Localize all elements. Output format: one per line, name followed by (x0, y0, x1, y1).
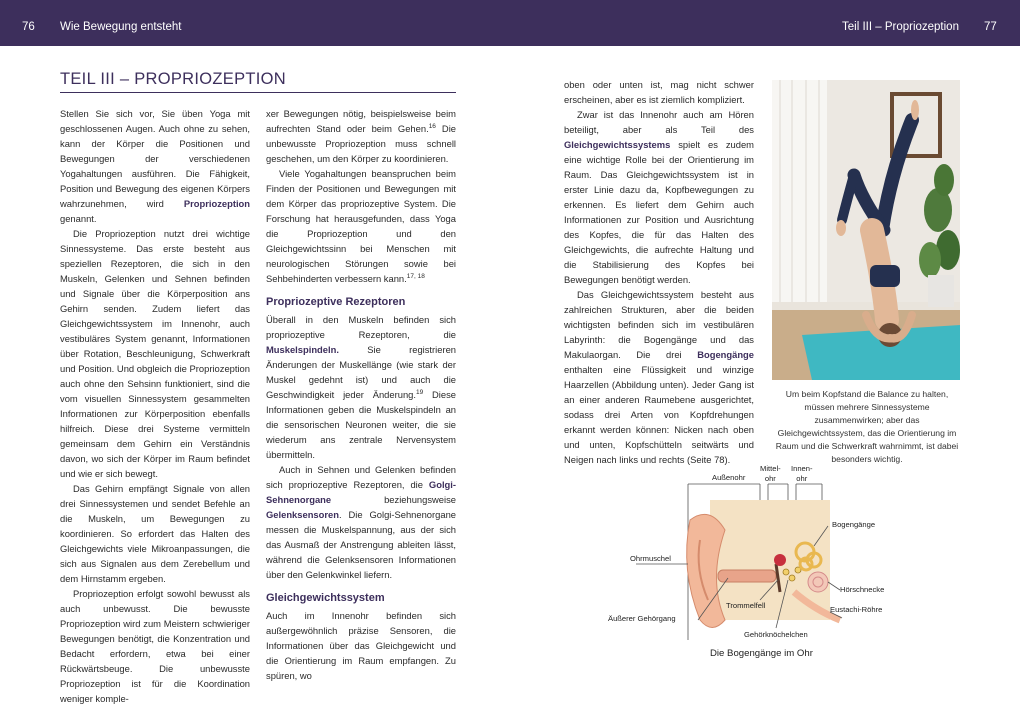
label-innenohr: Innen- ohr (791, 464, 813, 483)
label-trommelfell: Trommelfell (726, 601, 766, 610)
text: . Die Golgi-Sehnenorgane messen die Muskelspannung, aus der sich das Ausmaß der Anstrengung ableiten lässt, während die Gelenksensoren Informationen über den Gelenkwinkel liefern. (266, 509, 456, 580)
label-ohrmuschel: Ohrmuschel (630, 554, 671, 563)
left-running-title: Wie Bewegung entsteht (60, 21, 182, 33)
text: Zwar ist das Innenohr auch am Hören beteiligt, aber als Teil des (564, 109, 754, 135)
label-aussenohr: Außenohr (712, 473, 746, 482)
text: Diese Informationen geben die Muskelspindeln an die sensorischen Neuronen weiter, die sie wiederum ans zentrale Nervensystem übermitteln. (266, 389, 456, 460)
subheading-rezeptoren: Propriozeptive Rezeptoren (266, 296, 406, 308)
ear-diagram (600, 460, 900, 670)
text: enthalten eine Flüssigkeit und winzige Haarzellen (Abbildung unten). Jeder Gang ist an einer anderen Raumebene ausgerichtet, sodass drei Arten von Kopfdrehungen erkannt werden können: Nicken nach oben und unten, Kopfschütteln seitwärts und Neigen nach links und rechts (Seite 78). (564, 364, 754, 465)
text: Sie registrieren Änderungen der Muskellänge (wie stark der Muskel gedehnt ist) und auch die Geschwindigkeit jeder Änderung. (266, 344, 456, 400)
label-bogengaenge: Bogengänge (832, 520, 876, 529)
left-page-number: 76 (22, 21, 35, 33)
diagram-title: Die Bogengänge im Ohr (710, 648, 813, 659)
section-title: TEIL III – PROPRIOZEPTION (60, 70, 287, 88)
text: beziehungsweise (331, 494, 456, 505)
title-rule (60, 92, 456, 93)
paragraph: Das Gehirn empfängt Signale von allen drei Sinnessystemen und sendet Befehle an die Muskeln, um Bewegungen zu koordinieren. So erfordert das Halten des Gleichgewichts viele Mikroanpassungen, die sich aus Signalen aus dem Zerebellum und dem Hirnstamm ergeben. (60, 483, 250, 584)
text: spielt es zudem eine wichtige Rolle bei der Orientierung im Raum. Das Gleichgewichtssystem ist in erster Linie dazu da, Kopfbewegungen zu erkennen. Es liefert dem Gehirn auch Informationen zur Position und Ausrichtung des Kopfes, die für das Halten des Gleichgewichts, die aufrechte Haltung und die Stabilisierung des Kopfes bei Bewegungen benötigt werden. (564, 139, 754, 285)
column-2 (266, 106, 456, 683)
text: Viele Yogahaltungen beanspruchen beim Finden der Positionen und Bewegungen mit dem Körper das propriozeptive System. Die Forschung hat herausgefunden, dass Yoga die Propriozeption und den Gleichgewichtssinn bei Menschen mit neurologischen Störungen sowie bei Sehbehinderten verbessern kann. (266, 168, 456, 284)
paragraph: Die Propriozeption nutzt drei wichtige Sinnessysteme. Das erste besteht aus speziellen Rezeptoren, die sich in den Muskeln, Gelenken und Sehnen befinden und Signale über die Körperposition ans Gehirn senden. Zudem liefert das Gleichgewichtssystem im Innenohr, auch vestibuläres System genannt, Informationen über Rotation, Beschleunigung, Schwerkraft und Position. Und obgleich die Propriozeption auch ohne den Sehsinn funktioniert, sind die vom visuellen Sinnessystem gesammelten Informationen zur Körperposition ebenfalls hilfreich. Diese drei Systeme vermitteln gemeinsam dem Gehirn ein Verständnis davon, wo sich der Körper im Raum befindet und wie er sich bewegt. (60, 228, 250, 479)
photo-caption: Um beim Kopfstand die Balance zu halten, müssen mehrere Sinnessysteme zusammenwirken; aber das Gleichgewichtssystem, das die Orientierung im Raum und die Schwerkraft wahrnimmt, ist dabei besonders wichtig. (775, 389, 959, 464)
column-1 (60, 106, 250, 706)
paragraph (266, 106, 456, 166)
term-bogengaenge: Bogengänge (697, 349, 754, 360)
label-hoerschnecke: Hörschnecke (840, 585, 885, 594)
paragraph (266, 462, 456, 582)
text: Auch in Sehnen und Gelenken befinden sich propriozeptive Rezeptoren, die (266, 464, 456, 490)
paragraph (60, 106, 250, 226)
label-gehoerknoechelchen: Gehörknöchelchen (744, 630, 808, 639)
term-gelenksensoren: Gelenksensoren (266, 509, 339, 520)
paragraph: oben oder unten ist, mag nicht schwer erscheinen, aber es ist ziemlich kompliziert. (564, 79, 754, 105)
photo-illustration (772, 80, 960, 380)
right-page-number: 77 (984, 21, 997, 33)
text: xer Bewegungen nötig, beispielsweise beim aufrechten Stand oder beim Gehen. (266, 108, 456, 134)
term-golgi: Golgi-Sehnenorgane (266, 479, 456, 505)
footnote-ref: 19 (415, 388, 424, 396)
label-mittelohr: Mittel- ohr (760, 464, 781, 483)
paragraph (266, 166, 456, 286)
text: Stellen Sie sich vor, Sie üben Yoga mit geschlossenen Augen. Auch ohne zu sehen, kann der Körper die Positionen und Bewegungen der verschiedenen Yogahaltungen ausführen. Die Fähigkeit, Position und Bewegung des eigenen Körpers wahrzunehmen, wird (60, 108, 250, 209)
headstand-photo (772, 80, 960, 380)
term-gleichgewichtssystem: Gleichgewichtssystems (564, 139, 671, 150)
subheading-gleichgewicht: Gleichgewichtssystem (266, 592, 385, 604)
paragraph (266, 312, 456, 462)
paragraph (564, 287, 754, 467)
right-running-title: Teil III – Propriozeption (842, 21, 959, 33)
term-muskelspindeln: Muskelspindeln. (266, 344, 339, 355)
paragraph (564, 107, 754, 287)
text: genannt. (60, 213, 97, 224)
paragraph: Auch im Innenohr befinden sich außergewöhnlich präzise Sensoren, die Informationen über das Gleichgewicht und die Orientierung im Raum empfangen. Zu spüren, wo (266, 610, 456, 681)
footnote-ref: 16 (428, 122, 436, 130)
page-header (0, 0, 1020, 46)
footnote-ref: 17, 18 (406, 272, 425, 280)
text: Die unbewusste Propriozeption muss schnell geschehen, um den Körper zu koordinieren. (266, 123, 456, 164)
term-propriozeption: Propriozeption (183, 198, 251, 209)
label-gehoergang: Äußerer Gehörgang (608, 614, 676, 623)
text: Das Gleichgewichtssystem besteht aus zahlreichen Strukturen, aber die beiden wichtigsten befinden sich im vestibulären Labyrinth: die Bogengänge und das Makulaorgan. Die drei (564, 289, 754, 360)
paragraph: Propriozeption erfolgt sowohl bewusst als auch unbewusst. Die bewusste Propriozeption wird zum Meistern schwieriger Bewegungen benötigt, die Konzentration und Bedacht erfordern, etwa bei einer Rückwärtsbeuge. Die unbewusste Propriozeption ist für die Koordination weniger komple- (60, 588, 250, 704)
text: Überall in den Muskeln befinden sich propriozeptive Rezeptoren, die (266, 314, 456, 340)
label-eustachi: Eustachi-Röhre (830, 605, 883, 614)
column-3 (564, 77, 754, 467)
